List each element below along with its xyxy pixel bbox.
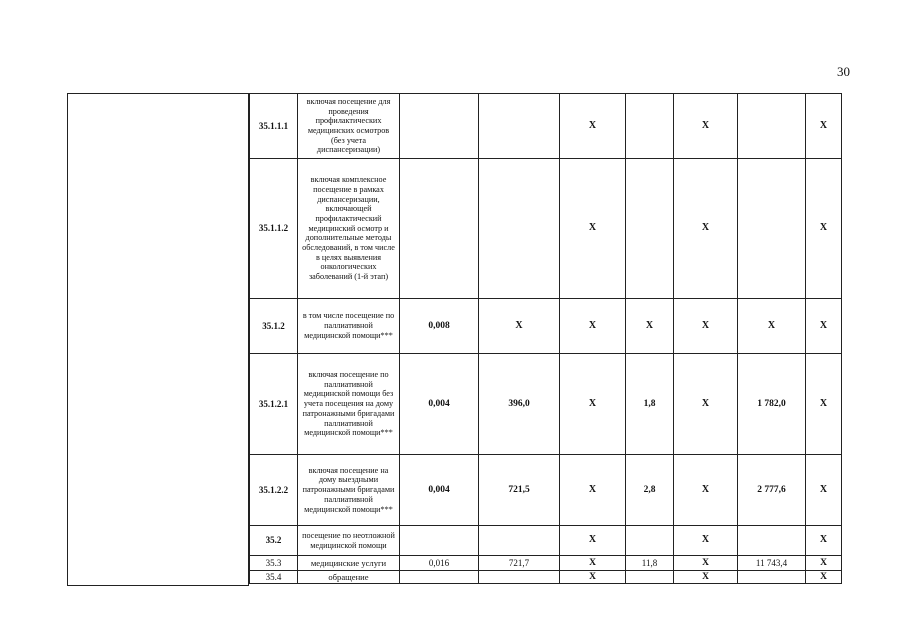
cell-value: X [560, 526, 626, 556]
cell-value: X [560, 159, 626, 299]
row-description: включая посещение на дому выездными патронажными бригадами паллиативной медицинской помощи*** [298, 455, 400, 526]
row-code: 35.1.2.1 [250, 354, 298, 455]
cell-value: X [806, 159, 842, 299]
table-row [250, 556, 842, 571]
cell-value: X [560, 455, 626, 526]
table-row [250, 94, 842, 159]
cell-value: 721,5 [479, 455, 560, 526]
cell-value: 1,8 [626, 354, 674, 455]
cell-value: X [674, 556, 738, 571]
cell-value: X [674, 526, 738, 556]
cell-value [479, 94, 560, 159]
cell-value: 11 743,4 [738, 556, 806, 571]
cell-value: X [674, 94, 738, 159]
cell-value: 396,0 [479, 354, 560, 455]
cell-value: X [479, 299, 560, 354]
cell-value: 721,7 [479, 556, 560, 571]
row-description: в том числе посещение по паллиативной медицинской помощи*** [298, 299, 400, 354]
cell-value: X [674, 354, 738, 455]
row-description: посещение по неотложной медицинской помощи [298, 526, 400, 556]
page-number: 30 [837, 64, 850, 79]
row-code: 35.1.1.2 [250, 159, 298, 299]
row-description: включая комплексное посещение в рамках диспансеризации, включающей профилактический медицинский осмотр и дополнительные методы обследований, в том числе в целях выявления онкологических заболеваний (1-й этап) [298, 159, 400, 299]
cell-value [479, 571, 560, 584]
cell-value: X [806, 94, 842, 159]
cell-value [626, 571, 674, 584]
table-row [250, 354, 842, 455]
row-description: обращение [298, 571, 400, 584]
cell-value [400, 571, 479, 584]
cell-value: 0,004 [400, 354, 479, 455]
row-description: включая посещение для проведения профилактических медицинских осмотров (без учета диспансеризации) [298, 94, 400, 159]
cell-value [400, 159, 479, 299]
table-row [250, 299, 842, 354]
cell-value [400, 526, 479, 556]
cell-value [738, 159, 806, 299]
cell-value [400, 94, 479, 159]
cell-value: 2,8 [626, 455, 674, 526]
row-description: включая посещение по паллиативной медицинской помощи без учета посещения на дому патронажными бригадами паллиативной медицинской помощи*** [298, 354, 400, 455]
cell-value: X [806, 299, 842, 354]
row-code: 35.1.2.2 [250, 455, 298, 526]
tariff-table [249, 93, 842, 584]
cell-value: X [806, 556, 842, 571]
table-row [250, 159, 842, 299]
cell-value: X [560, 571, 626, 584]
cell-value [626, 94, 674, 159]
row-code: 35.3 [250, 556, 298, 571]
row-code: 35.4 [250, 571, 298, 584]
cell-value: 0,016 [400, 556, 479, 571]
cell-value: X [806, 455, 842, 526]
row-description: медицинские услуги [298, 556, 400, 571]
cell-value: X [560, 354, 626, 455]
row-code: 35.1.2 [250, 299, 298, 354]
cell-value: X [560, 94, 626, 159]
cell-value: X [560, 556, 626, 571]
row-code: 35.2 [250, 526, 298, 556]
cell-value: X [806, 571, 842, 584]
cell-value: X [560, 299, 626, 354]
cell-value [626, 159, 674, 299]
cell-value [479, 526, 560, 556]
row-code: 35.1.1.1 [250, 94, 298, 159]
cell-value [479, 159, 560, 299]
merged-left-cell [67, 93, 249, 586]
cell-value: X [806, 354, 842, 455]
cell-value: X [674, 455, 738, 526]
cell-value [738, 94, 806, 159]
cell-value: X [626, 299, 674, 354]
cell-value: X [674, 299, 738, 354]
table-row [250, 526, 842, 556]
cell-value: 11,8 [626, 556, 674, 571]
cell-value [626, 526, 674, 556]
cell-value: 0,008 [400, 299, 479, 354]
cell-value [738, 526, 806, 556]
cell-value: 2 777,6 [738, 455, 806, 526]
cell-value: X [738, 299, 806, 354]
table-row [250, 571, 842, 584]
cell-value: X [806, 526, 842, 556]
cell-value: X [674, 159, 738, 299]
cell-value [738, 571, 806, 584]
cell-value: 1 782,0 [738, 354, 806, 455]
table-row [250, 455, 842, 526]
cell-value: X [674, 571, 738, 584]
cell-value: 0,004 [400, 455, 479, 526]
